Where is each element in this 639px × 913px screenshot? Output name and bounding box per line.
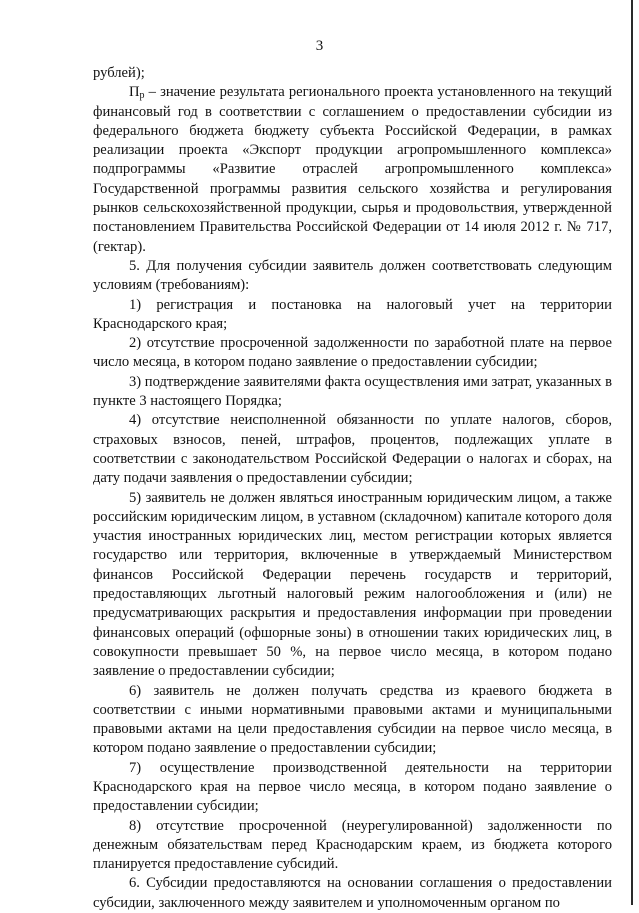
paragraph-continuation: рублей); [93,65,145,81]
document-body [93,64,612,913]
paragraph-condition-1: 1) регистрация и постановка на налоговый учет на территории Краснодарского края; [93,296,612,332]
page-edge-line [631,0,633,905]
paragraph-condition-5: 5) заявитель не должен являться иностранным юридическим лицом, а также российским юридическим лицом, в уставном (складочном) капитале которого доля участия иностранных юридических лиц, местом регистрации которых является государство или территория, включенные в утверждаемый Министерством финансов Российской Федерации перечень государств и территорий, предоставляющих льготный налоговый режим налогообложения и (или) не предусматривающих раскрытия и предоставления информации при проведении финансовых операций (офшорные зоны) в отношении таких юридических лиц, в совокупности превышает 50 %, на первое число месяца, в котором подано заявление о предоставлении субсидии; [93,489,612,680]
paragraph-condition-7: 7) осуществление производственной деятельности на территории Краснодарского края на первое число месяца, в котором подано заявление о предоставлении субсидии; [93,759,612,815]
paragraph-pr-text: – значение результата регионального проекта установленного на текущий финансовый год в соответствии с соглашением о предоставлении субсидии из федерального бюджета бюджету субъекта Российской Федерации, в рамках реализации проекта «Экспорт продукции агропромышленного комплекса» подпрограммы «Развитие отраслей агропромышленного комплекса» Государственной программы развития сельского хозяйства и регулирования рынков сельскохозяйственной продукции, сырья и продовольствия, утвержденной постановлением Правительства Российской Федерации от 14 июля 2012 г. № 717, (гектар). [93,84,612,255]
formula-subscript: р [139,90,145,102]
formula-symbol: П [129,84,140,101]
paragraph-condition-8: 8) отсутствие просроченной (неурегулированной) задолженности по денежным обязательствам перед Краснодарским краем, из бюджета которого планируется предоставление субсидий. [93,817,612,873]
paragraph-condition-6: 6) заявитель не должен получать средства из краевого бюджета в соответствии с иными нормативными правовыми актами и муниципальными правовыми актами на цели предоставления субсидии на первое число месяца, в котором подано заявление о предоставлении субсидии; [93,682,612,757]
paragraph-pr-definition [93,83,612,257]
paragraph-condition-2: 2) отсутствие просроченной задолженности по заработной плате на первое число месяца, в котором подано заявление о предоставлении субсидии; [93,335,612,371]
paragraph-condition-4: 4) отсутствие неисполненной обязанности по уплате налогов, сборов, страховых взносов, пеней, штрафов, процентов, подлежащих уплате в соответствии с законодательством Российской Федерации о налогах и сборах, на дату подачи заявления о предоставлении субсидии; [93,412,612,487]
paragraph-condition-3: 3) подтверждение заявителями факта осуществления ими затрат, указанных в пункте 3 настоящего Порядка; [93,373,612,410]
paragraph-item-5: 5. Для получения субсидии заявитель должен соответствовать следующим условиям (требованиям): [93,257,612,294]
paragraph-item-6: 6. Субсидии предоставляются на основании соглашения о предоставлении субсидии, заключенного между заявителем и уполномоченным органом по [93,875,612,911]
page-number: 3 [315,38,324,54]
